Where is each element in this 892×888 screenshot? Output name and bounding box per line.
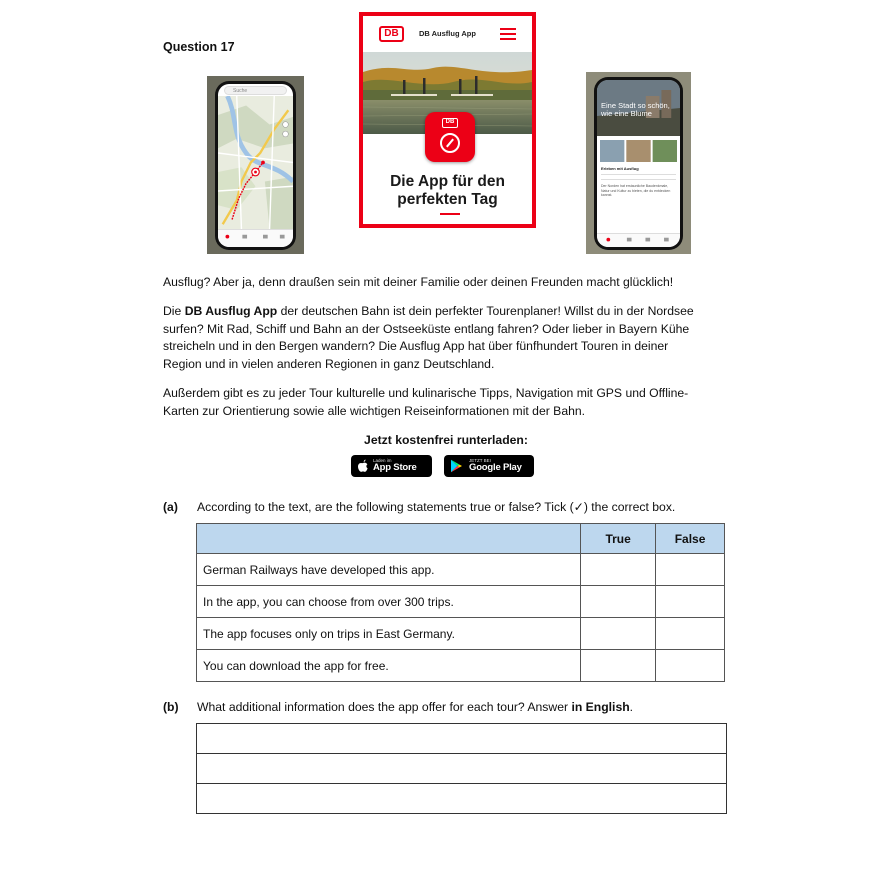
google-play-small-text: JETZT BEI: [469, 458, 491, 463]
paragraph-intro: Ausflug? Aber ja, denn draußen sein mit deiner Familie oder deinen Freunden macht glücklich!: [163, 275, 674, 289]
app-tab-bar: [218, 229, 293, 247]
false-checkbox[interactable]: [656, 554, 725, 586]
table-row: [197, 650, 725, 682]
answer-line: [197, 784, 727, 814]
part-a-label: (a): [163, 500, 178, 514]
apple-icon: [357, 459, 369, 473]
paragraph-app-description: Die DB Ausflug App der deutschen Bahn ist dein perfekter Tourenplaner! Willst du in der Nordsee surfen? Mit Rad, Schiff und Bahn an der Ostseeküste entlang fahren? Oder lieber in Bayern Kühe streicheln und in den Bergen wandern? Die Ausflug App hat über fünfhundert Touren in deiner Region und in vielen anderen Regionen in ganz Deutschland.: [163, 304, 694, 371]
statement-cell: You can download the app for free.: [197, 650, 581, 682]
table-row: [197, 554, 725, 586]
section-title: Erleben mit Ausflug: [601, 166, 639, 171]
app-tab-bar: [597, 233, 680, 247]
card-header: [363, 16, 532, 52]
thumbnail-strip: [600, 140, 677, 162]
app-store-label: App Store: [373, 462, 417, 473]
answer-line: [197, 754, 727, 784]
slogan-underline: [440, 213, 460, 215]
card-slogan-line1: Die App für den: [390, 173, 505, 190]
app-icon: [425, 112, 475, 162]
table-header-row: [197, 524, 725, 554]
db-logo: DB: [379, 26, 404, 42]
answer-field[interactable]: [197, 724, 727, 754]
statement-cell: German Railways have developed this app.: [197, 554, 581, 586]
phone-map-image: [207, 76, 304, 254]
false-checkbox[interactable]: [656, 618, 725, 650]
map-view: [218, 96, 293, 229]
part-b-instruction: (b) What additional information does the app offer for each tour? Answer in English.: [163, 700, 634, 714]
app-promo-card: [359, 12, 536, 228]
phone-content-image: [586, 72, 691, 254]
true-checkbox[interactable]: [581, 650, 656, 682]
download-heading: Jetzt kostenfrei runterladen:: [364, 433, 528, 447]
hero-photo: [597, 80, 680, 136]
statement-cell: The app focuses only on trips in East Germany.: [197, 618, 581, 650]
answer-lines: [196, 723, 727, 814]
part-b-label: (b): [163, 700, 179, 714]
answer-field[interactable]: [197, 784, 727, 814]
map-search-field: Suche: [224, 86, 287, 95]
app-store-small-text: Laden im: [373, 458, 392, 463]
answer-line: [197, 724, 727, 754]
google-play-label: Google Play: [469, 462, 522, 473]
app-name-bold: DB Ausflug App: [184, 304, 278, 318]
card-app-name: DB Ausflug App: [419, 29, 476, 38]
question-title: Question 17: [163, 40, 235, 54]
body-text: Der Norden hat erstaunliche Baudenkmale, Natur und Kultur zu bieten, die du entdecken kannst.: [601, 184, 671, 197]
part-a-instruction: (a) According to the text, are the following statements true or false? Tick (✓) the correct box.: [163, 500, 676, 514]
false-checkbox[interactable]: [656, 650, 725, 682]
header-true: True: [581, 524, 656, 554]
true-checkbox[interactable]: [581, 554, 656, 586]
table-row: [197, 618, 725, 650]
table-row: [197, 586, 725, 618]
card-slogan: [363, 173, 532, 209]
statement-cell: In the app, you can choose from over 300 trips.: [197, 586, 581, 618]
true-checkbox[interactable]: [581, 618, 656, 650]
info-row: [601, 174, 676, 180]
answer-field[interactable]: [197, 754, 727, 784]
header-statement: [197, 524, 581, 554]
app-icon-db-logo: DB: [442, 118, 458, 128]
app-store-badge[interactable]: [351, 455, 432, 477]
google-play-badge[interactable]: [444, 455, 534, 477]
true-checkbox[interactable]: [581, 586, 656, 618]
menu-icon: [500, 28, 516, 43]
card-slogan-line2: perfekten Tag: [397, 191, 498, 208]
google-play-icon: [450, 459, 463, 473]
header-false: False: [656, 524, 725, 554]
hero-text: Eine Stadt so schön, wie eine Blume: [601, 101, 670, 118]
paragraph-features: Außerdem gibt es zu jeder Tour kulturelle und kulinarische Tipps, Navigation mit GPS und Offline- Karten zur Orientierung sowie alle wichtigen Reiseinformationen mit der Bahn.: [163, 386, 689, 418]
false-checkbox[interactable]: [656, 586, 725, 618]
true-false-table: [196, 523, 725, 682]
